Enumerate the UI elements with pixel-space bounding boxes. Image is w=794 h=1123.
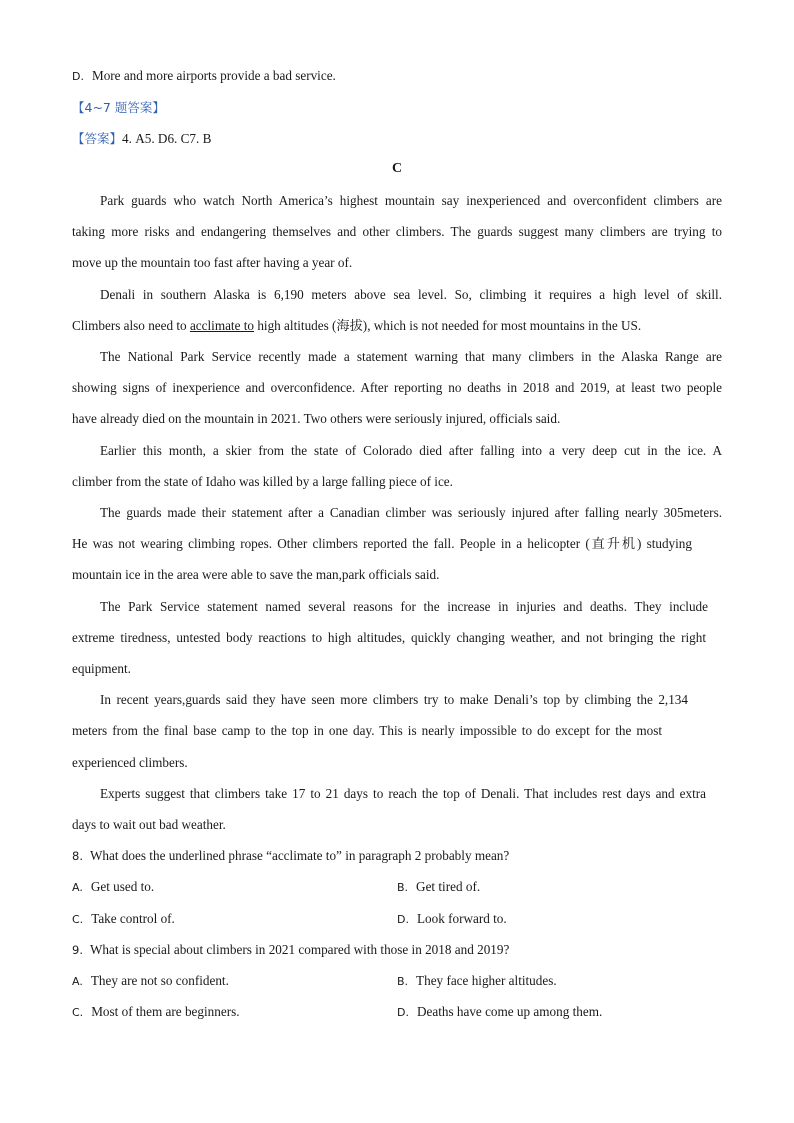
option-9d[interactable]: [397, 1003, 602, 1022]
passage-line: taking more risks and endangering themselves and other climbers. The guards suggest many climbers are trying to: [72, 224, 722, 239]
answer-label: 【答案】: [72, 131, 123, 146]
passage-line: move up the mountain too fast after having a year of.: [72, 255, 353, 270]
option-text: Get tired of.: [416, 879, 481, 894]
option-letter: D.: [397, 913, 409, 926]
passage-line: mountain ice in the area were able to save the man,park officials said.: [72, 567, 440, 582]
question-number: 8.: [72, 849, 83, 863]
option-letter: A.: [72, 975, 83, 988]
answer-value: 4. A5. D6. C7. B: [122, 131, 212, 146]
question-text: What is special about climbers in 2021 compared with those in 2018 and 2019?: [89, 942, 510, 957]
passage-line: The Park Service statement named several reasons for the increase in injuries and deaths. They include: [100, 599, 708, 614]
option-letter: B.: [397, 881, 409, 894]
passage-line: showing signs of inexperience and overconfidence. After reporting no deaths in 2018 and 2019, at least two people: [72, 380, 722, 395]
passage-line: Earlier this month, a skier from the state of Colorado died after falling into a very deep cut in the ice. A: [100, 443, 722, 458]
passage-line: have already died on the mountain in 2021. Two others were seriously injured, officials said.: [72, 411, 561, 426]
option-8b[interactable]: [397, 878, 480, 897]
option-text: Get used to.: [90, 879, 155, 894]
passage-line: Park guards who watch North America’s highest mountain say inexperienced and overconfident climbers are: [100, 193, 722, 208]
passage-line: days to wait out bad weather.: [72, 817, 226, 832]
passage-text: Climbers also need to: [72, 318, 190, 333]
passage-line: experienced climbers.: [72, 755, 188, 770]
option-letter: C.: [72, 913, 84, 926]
option-9a[interactable]: [72, 972, 229, 991]
option-text: They are not so confident.: [90, 973, 229, 988]
question-number: 9.: [72, 943, 83, 957]
passage-line: extreme tiredness, untested body reactions to high altitudes, quickly changing weather, and not bringing the right: [72, 630, 706, 645]
option-8c[interactable]: [72, 910, 175, 929]
passage-line: In recent years,guards said they have seen more climbers try to make Denali’s top by climbing the 2,134: [100, 692, 688, 707]
option-text: Take control of.: [91, 911, 175, 926]
underlined-phrase: acclimate to: [189, 318, 255, 333]
option-text: Look forward to.: [416, 911, 507, 926]
passage-line: equipment.: [72, 661, 131, 676]
option-letter: D.: [397, 1006, 409, 1019]
passage-line: climber from the state of Idaho was killed by a large falling piece of ice.: [72, 474, 453, 489]
previous-option-d: [72, 67, 722, 86]
option-letter: D.: [72, 70, 84, 83]
option-text: They face higher altitudes.: [416, 973, 557, 988]
passage-line: Denali in southern Alaska is 6,190 meters above sea level. So, climbing it requires a high level of skill.: [100, 287, 722, 302]
option-9b[interactable]: [397, 972, 557, 991]
option-text: Deaths have come up among them.: [416, 1004, 603, 1019]
section-title: C: [391, 161, 403, 176]
passage-line: [72, 317, 722, 335]
option-letter: A.: [72, 881, 83, 894]
option-letter: C.: [72, 1006, 84, 1019]
answer-line: [72, 130, 722, 148]
passage-text: high altitudes (海拔), which is not needed for most mountains in the US.: [254, 318, 642, 333]
question-8: [72, 847, 722, 865]
option-text: More and more airports provide a bad service.: [91, 68, 336, 83]
option-9c[interactable]: [72, 1003, 240, 1022]
question-9: [72, 941, 722, 959]
passage-line: He was not wearing climbing ropes. Other climbers reported the fall. People in a helicopter (直升机) studying: [72, 536, 692, 551]
option-text: Most of them are beginners.: [91, 1004, 240, 1019]
answer-heading: 【4~7 题答案】: [72, 100, 165, 115]
passage-line: meters from the final base camp to the top in one day. This is nearly impossible to do except for the most: [72, 723, 662, 738]
option-8a[interactable]: [72, 878, 154, 897]
option-letter: B.: [397, 975, 409, 988]
passage-line: The National Park Service recently made a statement warning that many climbers in the Alaska Range are: [100, 349, 722, 364]
passage-line: The guards made their statement after a Canadian climber was seriously injured after falling nearly 305meters.: [100, 505, 722, 520]
question-text: What does the underlined phrase “acclimate to” in paragraph 2 probably mean?: [89, 848, 510, 863]
passage-line: Experts suggest that climbers take 17 to 21 days to reach the top of Denali. That includes rest days and extra: [100, 786, 706, 801]
option-8d[interactable]: [397, 910, 507, 929]
